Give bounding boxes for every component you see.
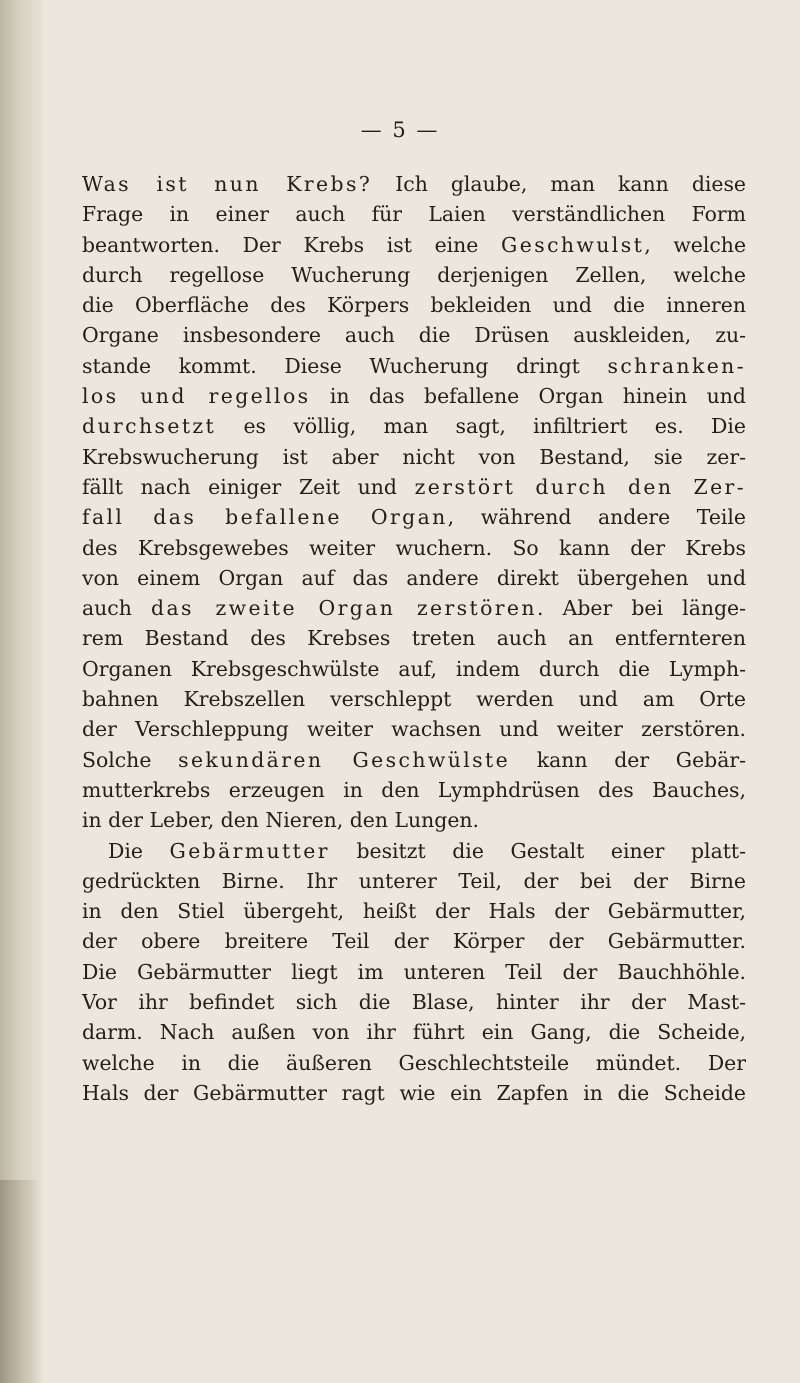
text-line	[82, 169, 746, 199]
text-run: der obere breitere Teil der Körper der Gebärmutter.	[82, 929, 746, 954]
text-run: des Krebsgewebes weiter wuchern. So kann der Krebs	[82, 535, 746, 560]
spaced-phrase: zerstört durch den Zer-	[414, 474, 746, 499]
text-line	[82, 987, 746, 1017]
text-run: darm. Nach außen von ihr führt ein Gang, die Scheide,	[82, 1020, 746, 1045]
text-run: mutterkrebs erzeugen in den Lymphdrüsen des Bauches,	[82, 777, 746, 802]
text-run: Frage in einer auch für Laien verständlichen Form	[82, 202, 746, 227]
text-line	[82, 533, 746, 563]
text-line	[82, 745, 746, 775]
text-run: Solche	[82, 747, 179, 772]
body-text	[82, 169, 746, 1108]
text-run: Krebswucherung ist aber nicht von Bestand, sie zer-	[82, 444, 746, 469]
text-run: gedrückten Birne. Ihr unterer Teil, der bei der Birne	[82, 868, 746, 893]
spaced-phrase: das zweite Organ zerstören	[151, 596, 537, 621]
text-run: beantworten. Der Krebs ist eine	[82, 232, 502, 257]
text-run: , welche	[644, 232, 747, 257]
text-line	[82, 1078, 746, 1108]
spaced-phrase: durchsetzt	[82, 414, 217, 439]
text-run: kann der Gebär-	[510, 747, 747, 772]
spaced-phrase: Geschwulst	[501, 232, 645, 257]
text-line	[82, 381, 746, 411]
text-line	[82, 1048, 746, 1078]
spaced-phrase: schranken-	[607, 353, 746, 378]
text-run: . Aber bei länge-	[536, 596, 747, 621]
text-line	[82, 623, 746, 653]
text-run: bahnen Krebszellen verschleppt werden und am Orte	[82, 687, 746, 712]
text-line	[82, 1017, 746, 1047]
spaced-phrase: fall das befallene Organ	[82, 505, 448, 530]
text-run: Hals der Gebärmutter ragt wie ein Zapfen in die Scheide	[82, 1080, 746, 1105]
text-run: es völlig, man sagt, infiltriert es. Die	[216, 414, 746, 439]
page-edge-stain	[0, 1180, 40, 1383]
text-line	[82, 926, 746, 956]
text-run: besitzt die Gestalt einer platt-	[329, 838, 746, 863]
text-run: Organen Krebsgeschwülste auf, indem durch die Lymph-	[82, 656, 746, 681]
text-line	[82, 563, 746, 593]
text-line	[82, 260, 746, 290]
page-edge-shadow	[0, 0, 42, 1383]
text-run: der Verschleppung weiter wachsen und weiter zerstören.	[82, 717, 746, 742]
text-line	[82, 199, 746, 229]
text-line	[82, 593, 746, 623]
text-line	[82, 320, 746, 350]
text-line	[82, 805, 746, 835]
text-line	[82, 442, 746, 472]
text-run: die Oberfläche des Körpers bekleiden und die inneren	[82, 293, 746, 318]
text-line	[82, 684, 746, 714]
spaced-phrase: Gebärmutter	[169, 838, 330, 863]
page-number: — 5 —	[360, 118, 440, 142]
text-line	[82, 714, 746, 744]
text-line	[82, 654, 746, 684]
text-run: welche in die äußeren Geschlechtsteile mündet. Der	[82, 1050, 746, 1075]
text-line	[82, 230, 746, 260]
text-line	[82, 472, 746, 502]
text-line	[82, 411, 746, 441]
text-run: stande kommt. Diese Wucherung dringt	[82, 353, 608, 378]
text-run: Organe insbesondere auch die Drüsen auskleiden, zu-	[82, 323, 746, 348]
text-run: in der Leber, den Nieren, den Lungen.	[82, 808, 480, 833]
text-line	[82, 502, 746, 532]
text-line	[82, 290, 746, 320]
text-run: in das befallene Organ hinein und	[310, 384, 746, 409]
spaced-phrase: Was ist nun Krebs?	[82, 172, 373, 196]
text-line	[82, 775, 746, 805]
text-run: , während andere Teile	[447, 505, 746, 530]
text-line	[82, 896, 746, 926]
spaced-phrase: sekundären Geschwülste	[178, 747, 511, 772]
text-run: Vor ihr befindet sich die Blase, hinter ihr der Mast-	[82, 990, 746, 1015]
text-run: rem Bestand des Krebses treten auch an entfernteren	[82, 626, 746, 651]
text-run: in den Stiel übergeht, heißt der Hals der Gebärmutter,	[82, 899, 746, 924]
text-line	[82, 351, 746, 381]
text-run: durch regellose Wucherung derjenigen Zellen, welche	[82, 262, 746, 287]
text-run: auch	[82, 596, 152, 621]
text-run: von einem Organ auf das andere direkt übergehen und	[82, 565, 746, 590]
text-line	[82, 957, 746, 987]
text-run: fällt nach einiger Zeit und	[82, 474, 415, 499]
text-line	[82, 836, 746, 866]
text-run: Ich glaube, man kann diese	[372, 172, 746, 196]
spaced-phrase: los und regellos	[82, 384, 311, 409]
text-line	[82, 866, 746, 896]
text-run: Die	[108, 838, 170, 863]
text-run: Die Gebärmutter liegt im unteren Teil der Bauchhöhle.	[82, 959, 746, 984]
